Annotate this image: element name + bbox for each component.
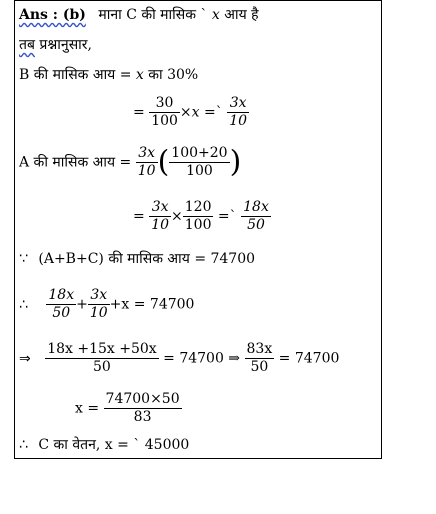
answer-line-2 xyxy=(19,37,92,53)
fraction xyxy=(149,95,180,130)
equals-rupee: =` xyxy=(213,208,242,225)
answer-label: Ans : (b) xyxy=(19,7,86,23)
answer-line-8 xyxy=(19,287,194,322)
line11-text: C का वेतन, x = ` 45000 xyxy=(33,437,190,453)
numerator: 18x +15x +50x xyxy=(47,341,157,357)
line5-pre: A की मासिक आय = xyxy=(19,154,136,171)
equals-sign: = xyxy=(133,104,145,121)
line3-b: का 30% xyxy=(143,67,199,83)
open-paren: ( xyxy=(157,144,170,180)
equals-sign: = xyxy=(133,208,145,225)
denominator: 50 xyxy=(250,359,269,375)
line3-a: B की मासिक आय = xyxy=(19,67,136,83)
numerator: 120 xyxy=(184,199,212,215)
denominator: 10 xyxy=(151,217,170,233)
answer-line-5 xyxy=(19,145,241,180)
numerator: 3x xyxy=(88,287,110,305)
denominator: 100 xyxy=(186,163,213,179)
numerator: 100+20 xyxy=(171,145,228,161)
then-word: तब xyxy=(19,37,35,53)
numerator: 74700×50 xyxy=(105,391,180,407)
line8-rest: +x = 74700 xyxy=(109,296,195,313)
numerator: 3x xyxy=(149,199,171,217)
fraction xyxy=(136,145,158,180)
denominator: 50 xyxy=(93,359,111,375)
denominator: 50 xyxy=(52,305,71,321)
line7-text: (A+B+C) की मासिक आय = 74700 xyxy=(33,251,256,267)
line9-mid: = 74700 ⇒ xyxy=(158,350,245,367)
fraction xyxy=(245,341,275,376)
denominator: 50 xyxy=(247,217,265,233)
answer-line-1 xyxy=(19,7,259,23)
fraction xyxy=(149,199,171,234)
fraction xyxy=(227,95,249,130)
answer-line-9 xyxy=(19,341,339,376)
because-symbol: ∵ xyxy=(19,251,28,267)
fraction xyxy=(46,287,76,322)
fraction xyxy=(45,341,159,376)
numerator: 30 xyxy=(149,95,180,113)
fraction xyxy=(183,199,214,234)
numerator: 3x xyxy=(136,145,158,163)
answer-line-11 xyxy=(19,437,189,453)
answer-line-10 xyxy=(75,391,182,426)
variable: x xyxy=(191,104,200,121)
fraction xyxy=(241,199,271,234)
line3-var: x xyxy=(135,67,144,83)
numerator: 18x xyxy=(243,199,269,215)
times-sign: × xyxy=(179,104,192,121)
answer-line-7 xyxy=(19,251,255,267)
times-sign: × xyxy=(171,208,183,225)
numerator: 83x xyxy=(246,341,273,357)
answer-line-6 xyxy=(133,199,271,234)
equals-rupee: =` xyxy=(199,104,228,121)
numerator: 18x xyxy=(48,287,75,303)
numerator: 3x xyxy=(227,95,249,113)
line9-rest: = 74700 xyxy=(274,350,340,367)
plus-sign: + xyxy=(76,296,88,313)
denominator: 10 xyxy=(229,113,248,129)
denominator: 100 xyxy=(151,113,178,129)
line1-var: x xyxy=(211,7,220,23)
denominator: 83 xyxy=(133,409,152,425)
implies-symbol: ⇒ xyxy=(19,350,31,367)
answer-line-3 xyxy=(19,67,198,83)
line1-text: माना C की मासिक ` xyxy=(98,7,212,23)
denominator: 100 xyxy=(184,217,212,233)
line10-pre: x = xyxy=(75,400,104,417)
therefore-symbol: ∴ xyxy=(19,296,28,313)
fraction xyxy=(104,391,182,426)
line1-rest: आय है xyxy=(219,7,259,23)
fraction xyxy=(88,287,110,322)
according-word: प्रश्नानुसार, xyxy=(34,37,92,53)
denominator: 10 xyxy=(137,163,156,179)
close-paren: ) xyxy=(229,144,242,180)
denominator: 10 xyxy=(89,305,108,321)
fraction xyxy=(169,145,229,180)
therefore-symbol: ∴ xyxy=(19,437,28,453)
answer-line-4 xyxy=(133,95,249,130)
answer-box xyxy=(14,0,382,459)
